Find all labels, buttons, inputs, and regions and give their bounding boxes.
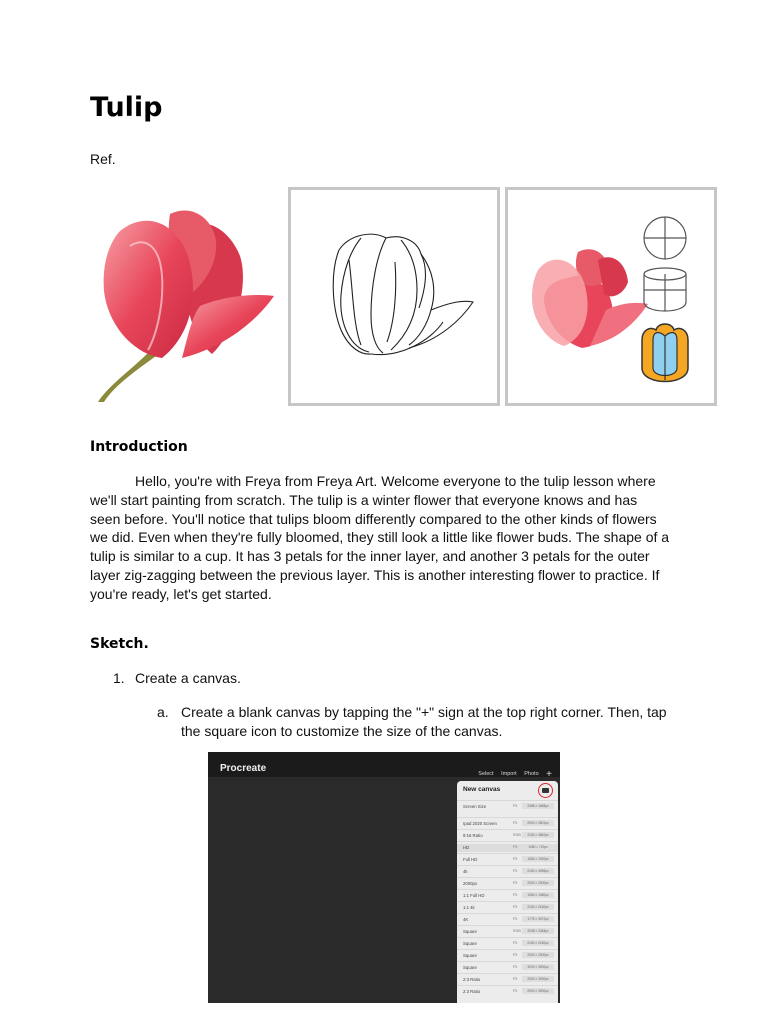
plus-icon[interactable]: + (546, 769, 552, 780)
preset-row[interactable]: Full HD P3 1080 × 1920px (457, 853, 558, 865)
intro-paragraph: Hello, you're with Freya from Freya Art. Welcome everyone to the tulip lesson where we'll start painting from scratch. The tulip is a winter flower that everyone knows and has seen before. You'll notice that tulips bloom differently compared to the other kinds of flowers we did. Even when they're fully bloomed, they still look a little like flower buds. The shape of a tulip is similar to a cup. It has 3 petals for the inner layer, and another 3 petals for the outer layer zig-zagging between the previous layer. This is another interesting flower to practice. If you're ready, let's get started. (90, 473, 670, 602)
list-item (113, 670, 241, 686)
preset-row[interactable]: 4K P3 1776 × 3072px (457, 913, 558, 925)
select-button[interactable]: Select (478, 771, 494, 777)
procreate-actions (472, 767, 552, 778)
import-button[interactable]: Import (501, 771, 517, 777)
sub-list-letter: a. (157, 704, 169, 720)
new-canvas-title: New canvas (463, 786, 501, 793)
preset-row[interactable]: 2000px P3 2000 × 2000px (457, 877, 558, 889)
preset-row[interactable]: 1:1 4k P3 2160 × 2160px (457, 901, 558, 913)
preset-row[interactable]: Square P3 3000 × 3000px (457, 961, 558, 973)
tulip-sketch (291, 190, 497, 403)
preset-row[interactable]: Square RGB 2048 × 2048px (457, 925, 558, 937)
preset-row[interactable]: Ipad 2020 Screen P3 2000 × 2801px (457, 817, 558, 829)
preset-row[interactable]: Square P3 2000 × 2000px (457, 949, 558, 961)
new-canvas-panel (457, 781, 558, 1003)
reference-images (90, 186, 718, 406)
ref-label: Ref. (90, 151, 116, 167)
procreate-toolbar (208, 752, 560, 780)
procreate-logo: Procreate (220, 763, 267, 774)
list-text: Create a canvas. (135, 670, 241, 686)
construction-frame (505, 187, 717, 406)
sub-list-item (157, 703, 672, 740)
intro-heading: Introduction (90, 439, 188, 455)
tulip-photo (90, 186, 280, 404)
preset-row[interactable]: 4k P3 2160 × 4096px (457, 865, 558, 877)
sketch-heading: Sketch. (90, 636, 149, 652)
sub-list-text: Create a blank canvas by tapping the "+" sign at the top right corner. Then, tap the square icon to customize the size of the canvas. (181, 704, 667, 739)
tulip-construction (508, 190, 714, 403)
page-title: Tulip (90, 92, 163, 123)
custom-canvas-icon[interactable] (538, 783, 553, 798)
preset-row[interactable]: Square P3 2160 × 2160px (457, 937, 558, 949)
preset-row[interactable]: 2:3 Ratio P3 2000 × 3000px (457, 973, 558, 985)
preset-row[interactable]: HD P3 1080 × 720px (457, 841, 558, 853)
list-number: 1. (113, 670, 125, 686)
preset-row[interactable]: 9:16 Ratio RGB 2160 × 3840px (457, 829, 558, 841)
preset-row[interactable]: 2:3 Ratio P3 2000 × 3000px (457, 985, 558, 997)
sketch-frame (288, 187, 500, 406)
screen-size-row[interactable]: Screen Size P3 2388 × 1668px (457, 800, 558, 812)
photo-button[interactable]: Photo (524, 771, 539, 777)
preset-row[interactable]: 1:1 Full HD P3 1080 × 1080px (457, 889, 558, 901)
procreate-screenshot (208, 752, 560, 1003)
